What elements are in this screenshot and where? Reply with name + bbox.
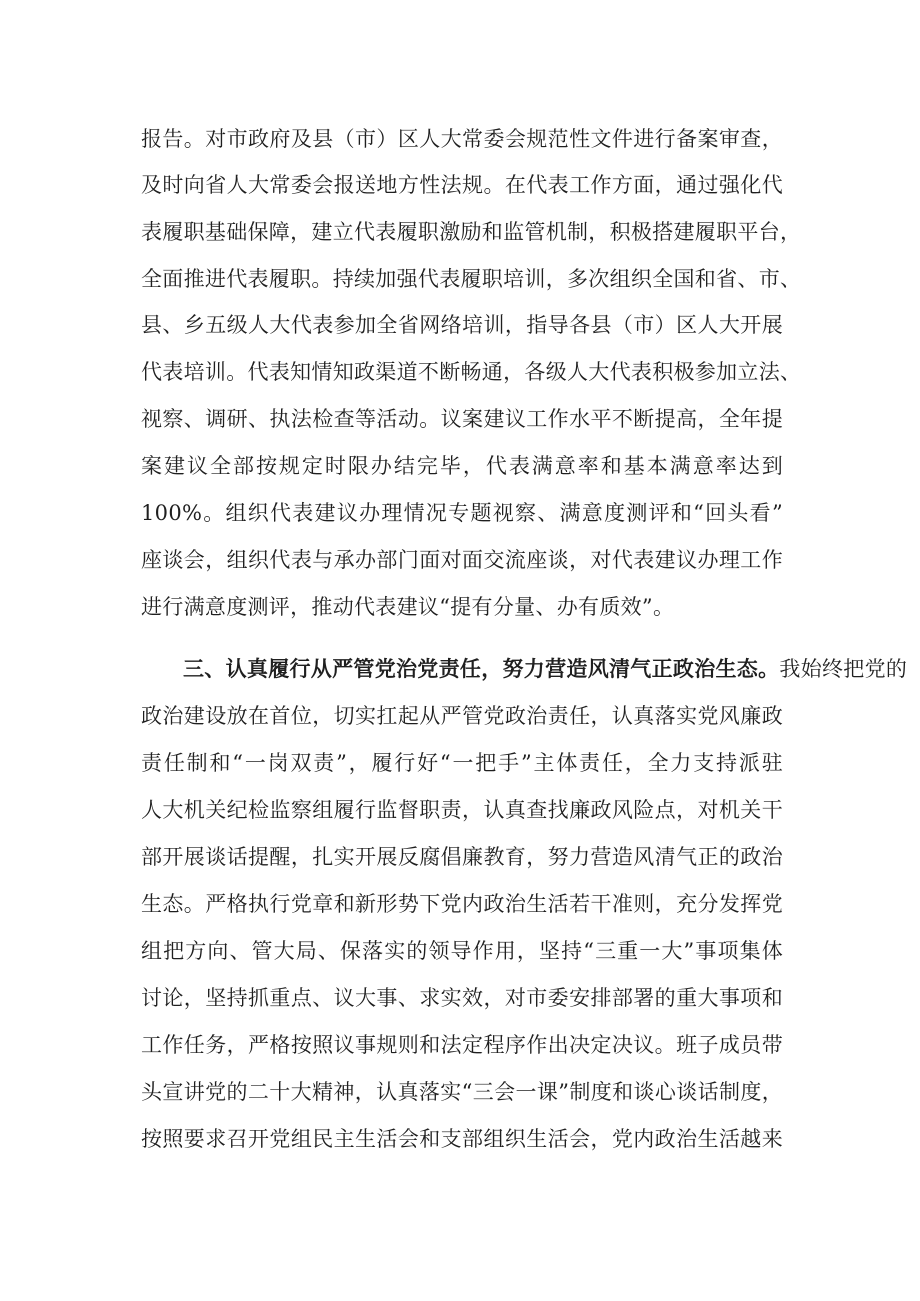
text-line: 县、乡五级人大代表参加全省网络培训，指导各县（市）区人大开展 <box>141 313 783 337</box>
section-heading-line <box>183 649 908 689</box>
text-line: 案建议全部按规定时限办结完毕，代表满意率和基本满意率达到 <box>141 454 783 478</box>
text-line: 座谈会，组织代表与承办部门面对面交流座谈，对代表建议办理工作 <box>141 548 783 572</box>
text-line: 生态。严格执行党章和新形势下党内政治生活若干准则，充分发挥党 <box>141 892 783 916</box>
text-line: 讨论，坚持抓重点、议大事、求实效，对市委安排部署的重大事项和 <box>141 986 783 1010</box>
text-line: 按照要求召开党组民主生活会和支部组织生活会，党内政治生活越来 <box>141 1127 783 1151</box>
text-line: 组把方向、管大局、保落实的领导作用，坚持“三重一大”事项集体 <box>141 939 783 963</box>
text-line: 100%。组织代表建议办理情况专题视察、满意度测评和“回头看” <box>141 501 783 525</box>
text-line: 工作任务，严格按照议事规则和法定程序作出决定决议。班子成员带 <box>141 1033 783 1057</box>
text-line: 代表培训。代表知情知政渠道不断畅通，各级人大代表积极参加立法、 <box>141 360 802 384</box>
section-heading: 三、认真履行从严管党治党责任，努力营造风清气正政治生态。 <box>183 657 780 681</box>
text-line: 表履职基础保障，建立代表履职激励和监管机制，积极搭建履职平台， <box>141 220 802 244</box>
text-line: 部开展谈话提醒，扎实开展反腐倡廉教育，努力营造风清气正的政治 <box>141 845 783 869</box>
text-line: 进行满意度测评，推动代表建议“提有分量、办有质效”。 <box>141 595 675 619</box>
text-line: 责任制和“一岗双责”，履行好“一把手”主体责任，全力支持派驻 <box>141 751 783 775</box>
text-line: 全面推进代表履职。持续加强代表履职培训，多次组织全国和省、市、 <box>141 267 802 291</box>
text-line: 报告。对市政府及县（市）区人大常委会规范性文件进行备案审查， <box>141 127 783 151</box>
text-line: 人大机关纪检监察组履行监督职责，认真查找廉政风险点，对机关干 <box>141 798 783 822</box>
text-line: 头宣讲党的二十大精神，认真落实“三会一课”制度和谈心谈话制度， <box>141 1080 783 1104</box>
text-line: 政治建设放在首位，切实扛起从严管党政治责任，认真落实党风廉政 <box>141 704 783 728</box>
text-line: 及时向省人大常委会报送地方性法规。在代表工作方面，通过强化代 <box>141 173 783 197</box>
heading-line-rest: 我始终把党的 <box>779 657 908 681</box>
text-line: 视察、调研、执法检查等活动。议案建议工作水平不断提高，全年提 <box>141 407 783 431</box>
